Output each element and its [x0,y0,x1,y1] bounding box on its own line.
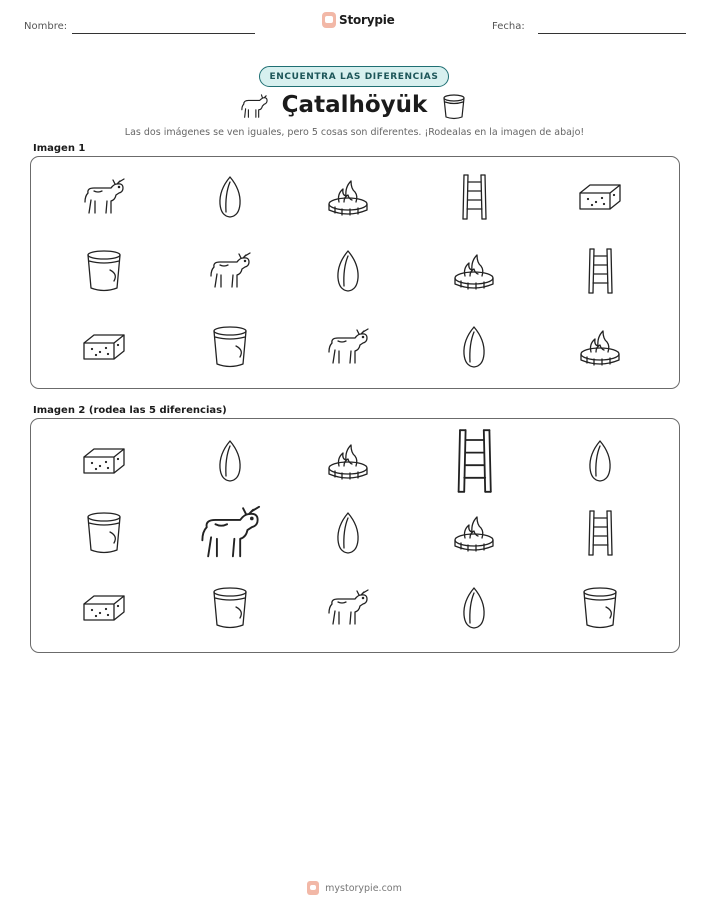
image2-cell-fire-icon[interactable] [308,421,388,501]
image1-cell-grain-icon [308,231,388,311]
brand-logo [322,12,395,28]
image2-label: Imagen 2 (rodea las 5 diferencias) [33,405,227,416]
instructions: Las dos imágenes se ven iguales, pero 5 cosas son diferentes. ¡Rodealas en la imagen de abajo! [124,127,585,138]
image2-cell-grain-icon[interactable] [560,421,640,501]
image1-cell-bucket-icon [190,307,270,387]
date-line[interactable] [538,33,686,34]
image1-cell-grain-icon [190,157,270,237]
image1-cell-fire-icon [560,307,640,387]
brand-name: Storypie [339,13,395,27]
image1-cell-ladder-icon [560,231,640,311]
image1-cell-ladder-icon [434,157,514,237]
image1-cell-bull-icon [308,307,388,387]
image1-cell-fire-icon [434,231,514,311]
name-label: Nombre: [24,21,68,32]
image2-cell-grain-icon[interactable] [190,421,270,501]
image1-label: Imagen 1 [33,143,86,154]
storypie-footer-icon [307,881,319,895]
image2-cell-bull-icon[interactable] [308,568,388,648]
image2-cell-brick-icon[interactable] [64,568,144,648]
image2-cell-bucket-icon[interactable] [64,493,144,573]
image2-cell-bull-icon[interactable] [190,493,270,573]
storypie-logo-icon [322,12,336,28]
name-line[interactable] [72,33,255,34]
image1-cell-bull-icon [190,231,270,311]
image1-cell-bucket-icon [64,231,144,311]
image2-cell-ladder-icon[interactable] [560,493,640,573]
image2-cell-grain-icon[interactable] [308,493,388,573]
image2-cell-fire-icon[interactable] [434,493,514,573]
image1-cell-brick-icon [64,307,144,387]
image2-cell-bucket-icon[interactable] [190,568,270,648]
page-title: Çatalhöyük [281,92,428,118]
image2-cell-brick-icon[interactable] [64,421,144,501]
activity-pill: ENCUENTRA LAS DIFERENCIAS [259,66,449,87]
date-label: Fecha: [492,21,525,32]
image2-cell-bucket-icon[interactable] [560,568,640,648]
footer-site: mystorypie.com [325,882,402,894]
image2-cell-ladder-icon[interactable] [434,421,514,501]
footer [0,881,709,895]
image1-cell-brick-icon [560,157,640,237]
image1-cell-grain-icon [434,307,514,387]
image1-cell-bull-icon [64,157,144,237]
image2-cell-grain-icon[interactable] [434,568,514,648]
bucket-icon [440,93,468,121]
image1-cell-fire-icon [308,157,388,237]
